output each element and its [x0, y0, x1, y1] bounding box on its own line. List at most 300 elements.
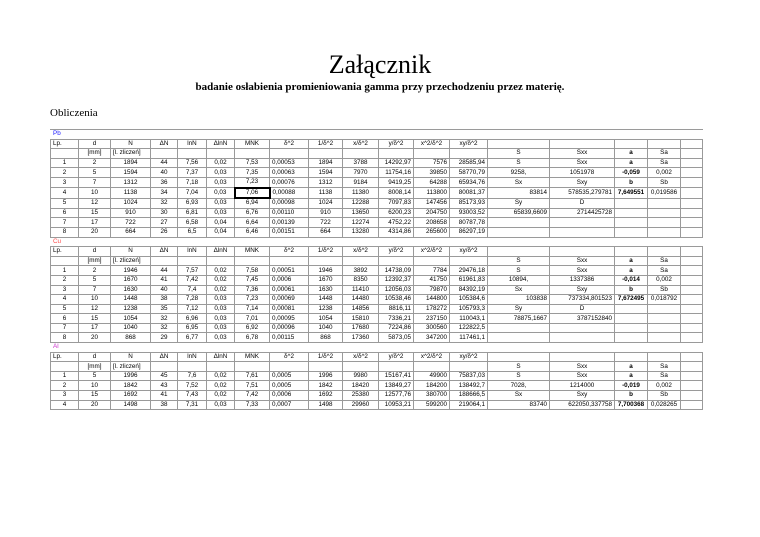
empty-cell: [550, 323, 615, 333]
column-header: xy/δ^2: [450, 247, 488, 257]
data-cell: 2: [51, 168, 79, 178]
stat-label: a: [615, 362, 648, 372]
data-row: [51, 391, 703, 401]
column-header: δ^2: [270, 247, 309, 257]
data-cell: 0,00069: [270, 295, 309, 305]
empty-cell: [681, 149, 703, 159]
data-cell: 0,02: [207, 158, 235, 168]
data-cell: 1448: [309, 295, 343, 305]
data-cell: 9980: [343, 371, 379, 381]
data-cell: 0,03: [207, 198, 235, 208]
data-cell: 6,93: [178, 198, 207, 208]
empty-cell: [681, 333, 703, 343]
data-row: [51, 295, 703, 305]
empty-cell: [488, 333, 550, 343]
empty-cell: [615, 208, 648, 218]
stat-value: 0,019586: [648, 188, 681, 199]
stat-value: 578535,279781: [550, 188, 615, 199]
data-cell: 3: [51, 285, 79, 295]
empty-cell: [681, 256, 703, 266]
stat-value: 9258,: [488, 168, 550, 178]
stat-value: 10894,: [488, 275, 550, 285]
empty-cell: [681, 275, 703, 285]
empty-cell: [178, 130, 207, 140]
data-cell: 17680: [343, 323, 379, 333]
data-cell: 6,81: [178, 208, 207, 218]
stat-label: Sb: [648, 391, 681, 401]
data-cell: 32: [151, 314, 178, 324]
column-header: xy/δ^2: [450, 139, 488, 149]
stat-label: Sxx: [550, 256, 615, 266]
data-cell: 7,14: [235, 304, 270, 314]
data-cell: 7,51: [235, 381, 270, 391]
units-row: [51, 256, 703, 266]
empty-cell: [681, 304, 703, 314]
stat-label: S: [488, 362, 550, 372]
data-cell: 0,02: [207, 381, 235, 391]
data-cell: 6,92: [235, 323, 270, 333]
data-cell: 7,01: [235, 314, 270, 324]
data-cell: 86297,19: [450, 227, 488, 237]
empty-cell: [450, 343, 488, 353]
empty-cell: [681, 158, 703, 168]
data-cell: 1670: [309, 275, 343, 285]
unit-cell: [51, 149, 79, 159]
data-cell: 4: [51, 400, 79, 410]
data-row: [51, 198, 703, 208]
empty-cell: [648, 343, 681, 353]
data-cell: 3: [51, 177, 79, 187]
empty-cell: [681, 295, 703, 305]
data-cell: 0,0005: [270, 371, 309, 381]
data-cell: 5873,05: [379, 333, 414, 343]
empty-cell: [235, 343, 270, 353]
stat-label: S: [488, 256, 550, 266]
data-cell: 910: [111, 208, 151, 218]
empty-cell: [488, 237, 550, 247]
empty-cell: [450, 130, 488, 140]
empty-cell: [488, 343, 550, 353]
data-cell: 0,04: [207, 227, 235, 237]
data-row: [51, 208, 703, 218]
empty-cell: [488, 352, 550, 362]
data-cell: 36: [151, 177, 178, 187]
data-cell: 0,02: [207, 391, 235, 401]
stat-label: Sa: [648, 362, 681, 372]
data-cell: 28585,94: [450, 158, 488, 168]
data-cell: 0,00063: [270, 168, 309, 178]
empty-cell: [550, 247, 615, 257]
data-cell: 29: [151, 333, 178, 343]
column-header: d: [79, 352, 111, 362]
empty-cell: [270, 343, 309, 353]
data-cell: 11754,16: [379, 168, 414, 178]
column-header: y/δ^2: [379, 352, 414, 362]
empty-cell: [207, 362, 235, 372]
data-cell: 35: [151, 304, 178, 314]
empty-cell: [414, 256, 450, 266]
data-cell: 138492,7: [450, 381, 488, 391]
data-cell: 5: [51, 304, 79, 314]
stat-value: 7028,: [488, 381, 550, 391]
empty-cell: [379, 362, 414, 372]
column-header: d: [79, 247, 111, 257]
empty-cell: [270, 149, 309, 159]
data-cell: 219064,1: [450, 400, 488, 410]
data-cell: 14292,97: [379, 158, 414, 168]
data-cell: 1594: [111, 168, 151, 178]
column-header: x/δ^2: [343, 139, 379, 149]
stat-label: S: [488, 158, 550, 168]
data-cell: 8350: [343, 275, 379, 285]
empty-cell: [681, 381, 703, 391]
data-cell: 27: [151, 218, 178, 228]
data-cell: 122822,5: [450, 323, 488, 333]
empty-cell: [178, 149, 207, 159]
unit-cell: [mm]: [79, 362, 111, 372]
empty-cell: [615, 314, 648, 324]
stat-value: 622050,337758: [550, 400, 615, 410]
data-cell: 0,00053: [270, 158, 309, 168]
data-row: [51, 275, 703, 285]
empty-cell: [550, 343, 615, 353]
data-cell: 0,00095: [270, 314, 309, 324]
data-cell: 29960: [343, 400, 379, 410]
stat-label: a: [615, 371, 648, 381]
column-header: x/δ^2: [343, 247, 379, 257]
data-cell: 0,03: [207, 295, 235, 305]
page-title: Załącznik: [328, 50, 432, 79]
data-cell: 0,02: [207, 266, 235, 276]
data-cell: 1024: [111, 198, 151, 208]
data-cell: 40: [151, 285, 178, 295]
data-cell: 80787,78: [450, 218, 488, 228]
empty-cell: [615, 130, 648, 140]
empty-cell: [648, 130, 681, 140]
section-pb-row: [51, 130, 703, 140]
column-header: xy/δ^2: [450, 352, 488, 362]
data-cell: 6: [51, 208, 79, 218]
data-cell: 1448: [111, 295, 151, 305]
data-cell: 0,03: [207, 400, 235, 410]
empty-cell: [648, 237, 681, 247]
empty-cell: [615, 247, 648, 257]
stat-label: Sy: [488, 304, 550, 314]
data-cell: 44: [151, 158, 178, 168]
unit-cell: [mm]: [79, 256, 111, 266]
data-cell: 5: [79, 275, 111, 285]
empty-cell: [379, 343, 414, 353]
data-cell: 7576: [414, 158, 450, 168]
data-cell: 722: [309, 218, 343, 228]
data-cell: 7,42: [235, 391, 270, 401]
empty-cell: [207, 256, 235, 266]
data-cell: 0,03: [207, 323, 235, 333]
stat-value: 2714425728: [550, 208, 615, 218]
data-cell: 7,58: [235, 266, 270, 276]
data-cell: 17: [79, 323, 111, 333]
data-cell: 265600: [414, 227, 450, 237]
section-al-row: [51, 343, 703, 353]
data-cell: 0,00076: [270, 177, 309, 187]
stat-label: S: [488, 149, 550, 159]
data-cell: 1024: [309, 198, 343, 208]
data-cell: 7,37: [178, 168, 207, 178]
data-cell: 0,0007: [270, 400, 309, 410]
calculations-label: Obliczenia: [50, 107, 98, 119]
page-subtitle: badanie osłabienia promieniowania gamma przy przechodzeniu przez materię.: [195, 81, 565, 93]
data-cell: 1692: [309, 391, 343, 401]
empty-cell: [151, 362, 178, 372]
empty-cell: [111, 343, 151, 353]
data-cell: 13280: [343, 227, 379, 237]
empty-cell: [309, 256, 343, 266]
stat-value: -0,014: [615, 275, 648, 285]
data-cell: 25380: [343, 391, 379, 401]
empty-cell: [111, 130, 151, 140]
data-cell: 45: [151, 371, 178, 381]
data-cell: 6,76: [235, 208, 270, 218]
data-cell: 7,43: [178, 391, 207, 401]
empty-cell: [681, 266, 703, 276]
empty-cell: [450, 237, 488, 247]
data-row: [51, 227, 703, 237]
data-cell: 17: [79, 218, 111, 228]
column-header: 1/δ^2: [309, 247, 343, 257]
data-cell: 6,5: [178, 227, 207, 237]
data-cell: 0,00139: [270, 218, 309, 228]
data-cell: 75837,03: [450, 371, 488, 381]
data-cell: 6,94: [235, 198, 270, 208]
section-label: Al: [51, 343, 79, 353]
data-cell: 1040: [111, 323, 151, 333]
data-cell: 6,78: [235, 333, 270, 343]
unit-cell: [mm]: [79, 149, 111, 159]
empty-cell: [615, 323, 648, 333]
data-cell: 34: [151, 188, 178, 199]
empty-cell: [151, 149, 178, 159]
empty-cell: [615, 218, 648, 228]
column-header: ΔlnN: [207, 352, 235, 362]
data-cell: 20: [79, 227, 111, 237]
empty-cell: [681, 314, 703, 324]
data-cell: 3: [51, 391, 79, 401]
column-header: lnN: [178, 139, 207, 149]
stat-label: Sxx: [550, 266, 615, 276]
data-cell: 147456: [414, 198, 450, 208]
data-cell: 1692: [111, 391, 151, 401]
empty-cell: [379, 149, 414, 159]
empty-cell: [235, 362, 270, 372]
data-cell: 0,00051: [270, 266, 309, 276]
empty-cell: [681, 247, 703, 257]
data-row: [51, 158, 703, 168]
empty-cell: [681, 400, 703, 410]
empty-cell: [235, 237, 270, 247]
stat-value: 0,002: [648, 168, 681, 178]
empty-cell: [343, 362, 379, 372]
data-cell: 8: [51, 227, 79, 237]
empty-cell: [615, 333, 648, 343]
empty-cell: [648, 314, 681, 324]
data-cell: 14738,09: [379, 266, 414, 276]
data-cell: 7,45: [235, 275, 270, 285]
header-row: [51, 247, 703, 257]
data-cell: 0,0006: [270, 391, 309, 401]
empty-cell: [615, 343, 648, 353]
data-cell: 347200: [414, 333, 450, 343]
data-cell: 237150: [414, 314, 450, 324]
data-cell: 7224,86: [379, 323, 414, 333]
column-header: lnN: [178, 352, 207, 362]
data-cell: 4: [51, 188, 79, 199]
empty-cell: [414, 149, 450, 159]
data-cell: 7,4: [178, 285, 207, 295]
stat-label: Sx: [488, 285, 550, 295]
data-cell: 0,03: [207, 177, 235, 187]
data-cell: 7: [51, 323, 79, 333]
data-cell: 188666,5: [450, 391, 488, 401]
data-cell: 1054: [309, 314, 343, 324]
data-cell: 13849,27: [379, 381, 414, 391]
data-cell: 12: [79, 304, 111, 314]
data-cell: 0,00061: [270, 285, 309, 295]
data-row: [51, 218, 703, 228]
column-header: δ^2: [270, 139, 309, 149]
stat-label: Sx: [488, 391, 550, 401]
column-header: ΔN: [151, 352, 178, 362]
column-header: Lp.: [51, 247, 79, 257]
stat-value: 3787152840: [550, 314, 615, 324]
data-cell: 6,95: [178, 323, 207, 333]
data-cell: 14856: [343, 304, 379, 314]
empty-cell: [648, 352, 681, 362]
empty-cell: [615, 237, 648, 247]
data-row: [51, 371, 703, 381]
column-header: y/δ^2: [379, 247, 414, 257]
data-cell: 0,00151: [270, 227, 309, 237]
data-cell: 1842: [309, 381, 343, 391]
data-cell: 38: [151, 295, 178, 305]
empty-cell: [309, 362, 343, 372]
data-cell: 7,56: [178, 158, 207, 168]
data-cell: 0,02: [207, 285, 235, 295]
data-cell: 6: [51, 314, 79, 324]
data-cell: 8008,14: [379, 188, 414, 199]
data-cell: 1842: [111, 381, 151, 391]
data-cell: 40: [151, 168, 178, 178]
data-cell: 29476,18: [450, 266, 488, 276]
empty-cell: [79, 130, 111, 140]
data-cell: 1946: [309, 266, 343, 276]
data-cell: 5: [51, 198, 79, 208]
empty-cell: [488, 323, 550, 333]
data-cell: 0,0005: [270, 381, 309, 391]
empty-cell: [343, 130, 379, 140]
empty-cell: [343, 149, 379, 159]
data-cell: 1594: [309, 168, 343, 178]
stat-label: a: [615, 256, 648, 266]
empty-cell: [615, 352, 648, 362]
data-cell: 0,00081: [270, 304, 309, 314]
stat-label: b: [615, 285, 648, 295]
data-cell: 204750: [414, 208, 450, 218]
column-header: Lp.: [51, 352, 79, 362]
data-cell: 300560: [414, 323, 450, 333]
stat-label: b: [615, 177, 648, 187]
empty-cell: [615, 304, 648, 314]
empty-cell: [309, 130, 343, 140]
stat-label: Sxx: [550, 158, 615, 168]
stat-label: Sb: [648, 177, 681, 187]
data-cell: 1138: [111, 188, 151, 199]
data-cell: 0,03: [207, 168, 235, 178]
stat-value: 65839,6609: [488, 208, 550, 218]
data-cell: 0,03: [207, 304, 235, 314]
data-cell: 7,61: [235, 371, 270, 381]
column-header: ΔN: [151, 139, 178, 149]
data-cell: 1670: [111, 275, 151, 285]
empty-cell: [681, 130, 703, 140]
empty-cell: [648, 323, 681, 333]
empty-cell: [550, 218, 615, 228]
empty-cell: [648, 333, 681, 343]
data-cell: 12: [79, 198, 111, 208]
empty-cell: [379, 256, 414, 266]
data-cell: 144800: [414, 295, 450, 305]
empty-cell: [207, 149, 235, 159]
empty-cell: [450, 256, 488, 266]
data-cell: 664: [111, 227, 151, 237]
data-cell: 43: [151, 381, 178, 391]
data-cell: 2: [51, 381, 79, 391]
empty-cell: [488, 139, 550, 149]
data-cell: 15: [79, 208, 111, 218]
empty-cell: [207, 237, 235, 247]
empty-cell: [681, 352, 703, 362]
stat-value: -0,019: [615, 381, 648, 391]
data-cell: 868: [111, 333, 151, 343]
stat-value: 103838: [488, 295, 550, 305]
stat-label: Sxy: [550, 391, 615, 401]
empty-cell: [270, 237, 309, 247]
data-cell: 0,04: [207, 218, 235, 228]
empty-cell: [681, 218, 703, 228]
data-cell: 11410: [343, 285, 379, 295]
data-cell: 12274: [343, 218, 379, 228]
column-header: ΔN: [151, 247, 178, 257]
data-cell: 7,53: [235, 158, 270, 168]
column-header: N: [111, 247, 151, 257]
data-row: [51, 168, 703, 178]
empty-cell: [178, 362, 207, 372]
units-row: [51, 149, 703, 159]
data-cell: 1498: [309, 400, 343, 410]
data-cell: 1312: [111, 177, 151, 187]
data-cell: 0,03: [207, 208, 235, 218]
column-header: Lp.: [51, 139, 79, 149]
data-cell: 80081,37: [450, 188, 488, 199]
empty-cell: [343, 343, 379, 353]
stat-value: 7,649551: [615, 188, 648, 199]
section-label: Cu: [51, 237, 79, 247]
column-header: x^2/δ^2: [414, 247, 450, 257]
stat-label: D: [550, 304, 615, 314]
empty-cell: [79, 343, 111, 353]
data-cell: 7,6: [178, 371, 207, 381]
data-row: [51, 304, 703, 314]
data-cell: 1894: [309, 158, 343, 168]
